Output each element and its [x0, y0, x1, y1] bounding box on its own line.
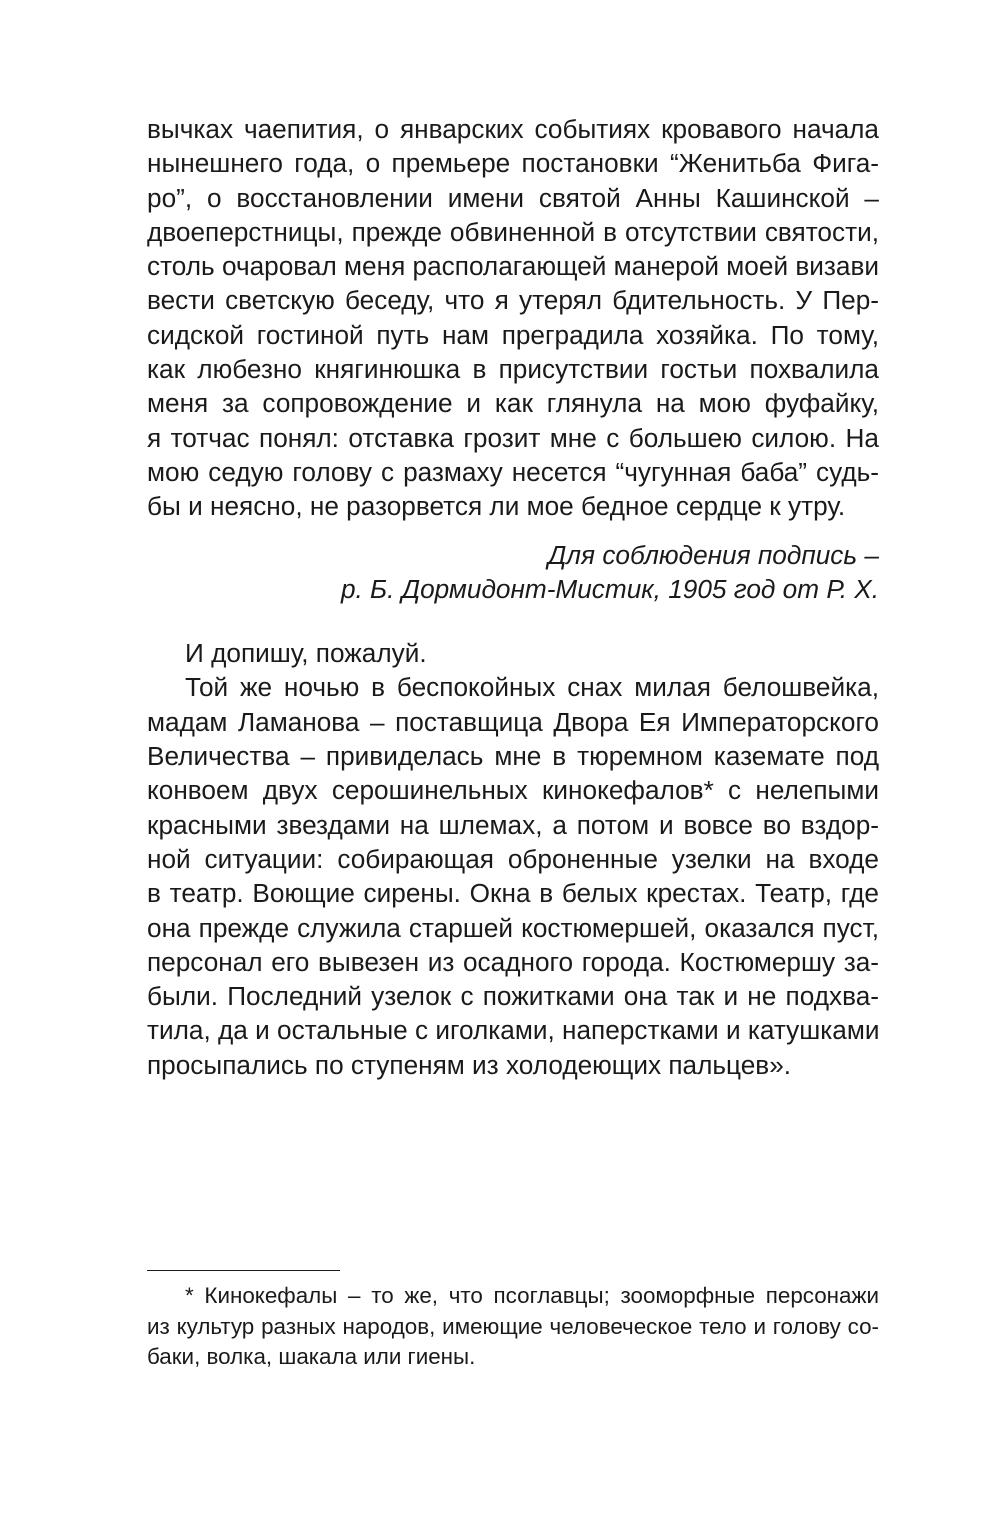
text-line: вычках чаепития, о январских событиях кровавого начала [147, 114, 879, 144]
text-line: в театр. Воющие сирены. Окна в белых крестах. Театр, где [147, 878, 879, 909]
text-line: персонал его вывезен из осадного города. Костюмершу за- [147, 946, 879, 977]
text-line: меня за сопровождение и как глянула на мою фуфайку, [147, 388, 879, 419]
footnote [147, 1281, 879, 1373]
text-line: красными звездами на шлемах, а потом и вовсе во вздор- [147, 809, 879, 840]
text-line: И допишу, пожалуй. [185, 638, 427, 669]
footnote-line: баки, волка, шакала или гиены. [147, 1344, 476, 1369]
signature-line: Для соблюдения подпись – [547, 539, 879, 570]
text-line: бы и неясно, не разорвется ли мое бедное сердце к утру. [147, 491, 846, 522]
text-line: были. Последний узелок с пожитками она так и не подхва- [147, 981, 879, 1012]
footnote-line: из культур разных народов, имеющие человеческое тело и голову со- [147, 1313, 879, 1339]
paragraph-continuation [147, 112, 879, 524]
page-body [147, 112, 879, 1082]
text-line: столь очаровал меня располагающей манерой моей визави [147, 251, 879, 282]
text-line: просыпались по ступеням из холодеющих пальцев». [147, 1049, 792, 1080]
footnote-line: * Кинокефалы – то же, что псоглавцы; зооморфные персонажи [185, 1283, 879, 1308]
footnote-divider [147, 1270, 340, 1271]
text-line: ной ситуации: собирающая оброненные узелки на входе [147, 843, 879, 874]
text-line: мадам Ламанова – поставщица Двора Ея Императорского [147, 706, 879, 737]
text-line: ро”, о восстановлении имени святой Анны Кашинской – [147, 182, 879, 213]
signature-line: р. Б. Дормидонт-Мистик, 1905 год от Р. Х. [340, 573, 879, 604]
text-line: конвоем двух серошинельных кинокефалов* с нелепыми [147, 775, 879, 806]
text-line: нынешнего года, о премьере постановки “Женитьба Фига- [147, 148, 879, 179]
paragraph-addendum [147, 636, 879, 1082]
text-line: двоеперстницы, прежде обвиненной в отсутствии святости, [147, 216, 879, 247]
text-line: тила, да и остальные с иголками, наперстками и катушками [147, 1015, 880, 1046]
text-line: я тотчас понял: отставка грозит мне с большею силою. На [147, 422, 879, 453]
text-line: Той же ночью в беспокойных снах милая белошвейка, [185, 672, 879, 703]
text-line: мою седую голову с размаху несется “чугунная баба” судь- [147, 456, 879, 487]
signature-block [147, 538, 879, 607]
text-line: сидской гостиной путь нам преградила хозяйка. По тому, [147, 319, 879, 350]
text-line: Величества – привиделась мне в тюремном каземате под [147, 741, 879, 772]
text-line: как любезно княгинюшка в присутствии гостьи похвалила [147, 354, 879, 385]
text-line: вести светскую беседу, что я утерял бдительность. У Пер- [147, 285, 879, 316]
text-line: она прежде служила старшей костюмершей, оказался пуст, [147, 912, 879, 943]
